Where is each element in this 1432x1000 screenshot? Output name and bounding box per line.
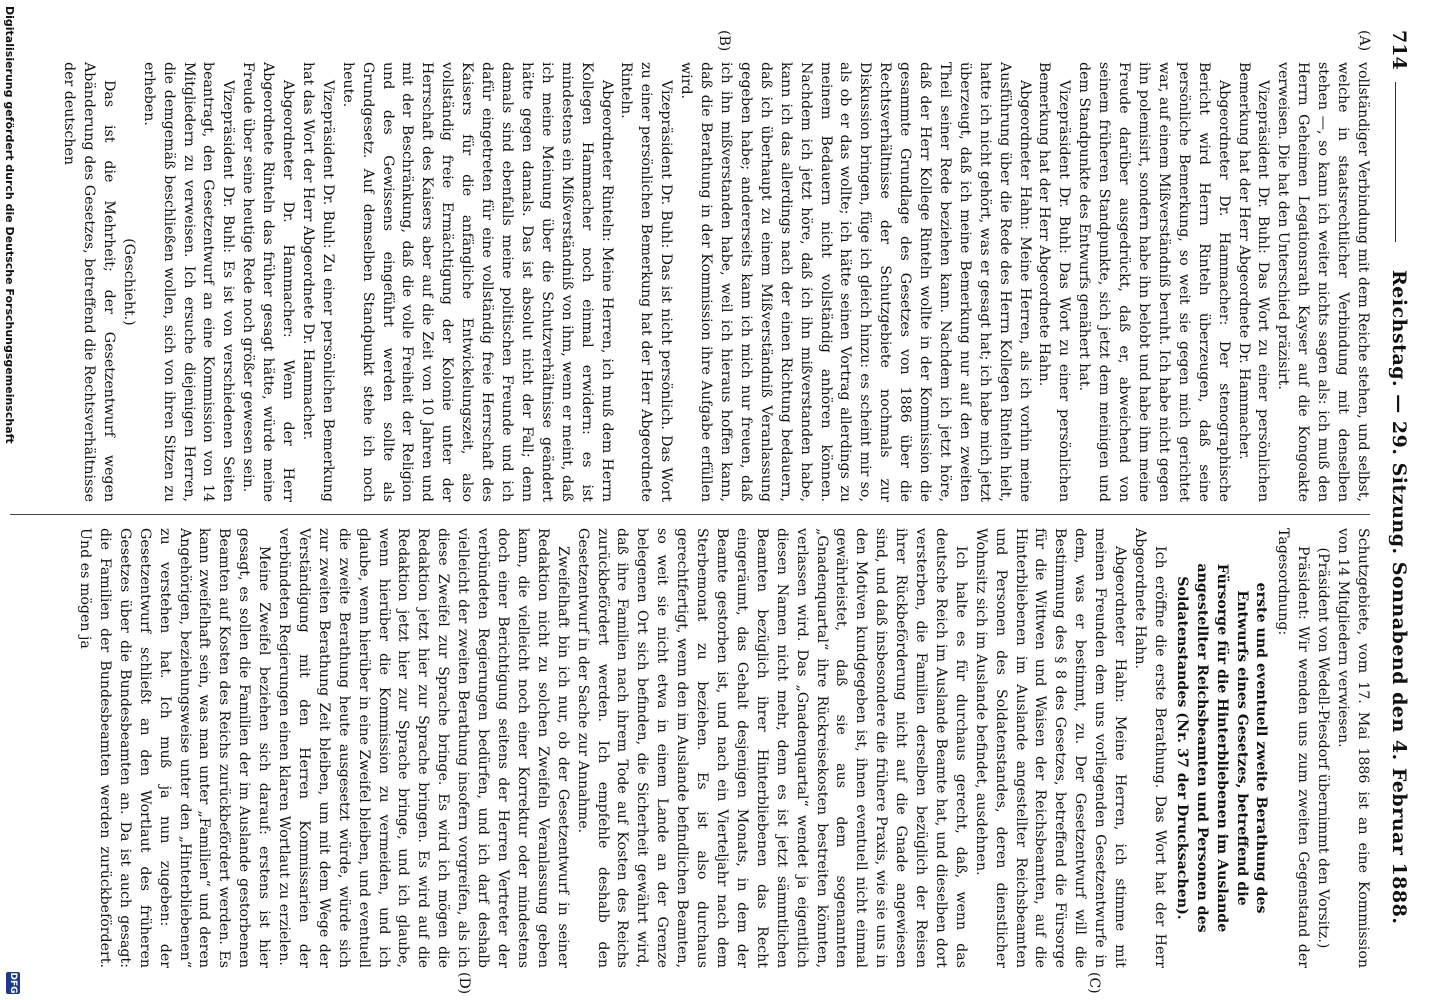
paragraph: Ich halte es für durchaus gerecht, daß, wenn das deutsche Reich im Auslande Beamte hat, und dieselben dort versterben, die Familien derselben bezüglich der Reisen ihrer Rückbeförderung nicht auf die Gnade angewiesen sind, und daß insbesondere die frühere Praxis, wie sie uns in den Motiven kundgegeben ist, ihnen eventuell nicht einmal gewährleistet, daß sie aus dem sogenannten „Gnadenquartal“ ihre Rückreisekosten bestreiten könnten, verlassen wird. Das „Gnadenquartal“ wendet ja eigentlich diesen Namen nicht mehr, denn es ist jetzt sämmtlichen Beamten bezüglich ihrer Hinterbliebenen das Recht eingeräumt, das Gehalt desjenigen Monats, in dem der Beamte gestorben ist, und nach ein Vierteljahr nach dem Sterbemonat zu beziehen. Es ist also durchaus gerechtfertigt, wenn den im Auslande befindlichen Beamten, so weit sie nicht etwa in einem Lande an der Grenze belegenen Ort sich befinden, die Sicherheit gewährt wird, daß ihre Familien nach ihrem Tode auf Kosten des Reichs zurückbefördert werden. Ich empfehle deshalb den Gesetzentwurf in der Sache zur Annahme. <box>574 528 969 968</box>
paragraph: Vizepräsident Dr. Buhl: Das Wort zu einer persönlichen Bemerkung hat der Herr Abgeordnete Hahn. <box>1036 62 1073 502</box>
page-footer <box>0 0 26 1000</box>
margin-mark-d: (D) <box>456 972 472 995</box>
page-header <box>1386 30 1410 970</box>
agenda-item: erste und eventuell zweite Berathung des Entwurfs eines Gesetzes, betreffend die Fürsorge für die Hinterbliebenen im Auslande angestellter Reichsbeamten und Personen des Soldatenstandes (Nr. 37 der Drucksachen). <box>1173 563 1270 933</box>
paragraph: Meine Zweifel beziehen sich darauf: erstens ist hier gesagt, es sollen die Familien der im Auslande gestorbenen Beamten auf Kosten des Reichs zurückbefördert werden. Es kann zweifelhaft sein, was man unter „Familien“ und deren Angehörigen, beziehungsweise unter den „Hinterbliebenen“ zu verstehen hat. Ich muß ja nun zugeben: der Gesetzentwurf schließt an den Wortlaut des früheren Gesetzes über die Bundesbeamten an. Da ist auch gesagt: die Familien der Bundesbeamten werden zurückbefördert. Und es mögen ja <box>77 528 273 968</box>
column-divider <box>10 514 1370 515</box>
paragraph: Vizepräsident Dr. Buhl: Das Wort zu einer persönlichen Bemerkung hat der Herr Abgeordnete Dr. Hammacher. <box>1235 62 1272 502</box>
paragraph: Schutzgebiete, vom 17. Mai 1886 ist an eine Kommission von 14 Mitgliedern verwiesen. <box>1335 528 1371 968</box>
page-number: 714 <box>1388 30 1410 70</box>
paragraph: Ich eröffne die erste Berathung. Das Wort hat der Herr Abgeordnete Hahn. <box>1132 528 1168 968</box>
paragraph: Abgeordneter Dr. Hammacher: Wenn der Herr Abgeordnete Rinteln das früher gesagt hätte, würde meine Freude über seine heutige Rede noch größer gewesen sein. <box>240 62 297 502</box>
dfg-logo: DFG <box>8 972 18 994</box>
paragraph: Präsident: Wir wenden uns zum zweiten Gegenstand der Tagesordnung: <box>1275 528 1312 968</box>
header-title: Reichstag. — 29. Sitzung. Sonnabend den 4. Februar 1888. <box>1388 270 1410 925</box>
paragraph: Abgeordneter Hahn: Meine Herren, ich stimme mit meinen Freunden dem uns vorliegenden Gesetzentwurfe in dem, was er bestimmt, zu. Der Gesetzentwurf will die Bestimmung des § 8 des Gesetzes, betreffend die Fürsorge für die Wittwen und Waisen der Reichsbeamten, auf die Hinterbliebenen im Auslande angestellter Reichsbeamten und Personen des Soldatenstandes, deren dienstlicher Wohnsitz sich im Auslande befindet, ausdehnen. <box>972 528 1129 968</box>
paragraph: Vizepräsident Dr. Buhl: Das ist nicht persönlich. Das Wort zu einer persönlichen Bemerkung hat der Herr Abgeordnete Rinteln. <box>618 62 675 502</box>
paragraph: Zweifelhaft bin ich nur, ob der Gesetzentwurf in seiner Redaktion nicht zu solchen Zweifeln Veranlassung geben kann, die vielleicht noch einer Korrektur oder mindestens doch einer Berichtigung seitens der Herren Vertreter der verbündeten Regierungen bedürfen, und ich darf deshalb vielleicht der zweiten Berathung insofern vorgreifen, als ich diese Zweifel zur Sprache bringe. Es wird ich mögen die Redaktion jetzt hier zur Sprache bringen. Es wird auf die Redaktion jetzt hier zur Sprache bringe, und ich glaube, wenn hierüber die Kommission zu vermeiden, und ich glaube, wenn hierüber in eine Zweifel bleiben, und eventuell die zweite Berathung heute ausgesetzt würde, würde sich zur zweiten Berathung Zeit bleiben, um mit dem Wege der Verständigung mit den Herren Kommissarien der verbündeten Regierungen einen klaren Wortlaut zu erzielen. <box>276 528 571 968</box>
paragraph: vollständiger Verbindung mit dem Reiche stehen, und selbst, welche in staatsrechtlicher Verbindung mit denselben stehen —, so kann ich weiter nichts sagen als: ich muß den Herrn Geheimen Legationsrath Kayser auf die Kongoakte verweisen. Die hat den Unterschied präzisirt. <box>1275 62 1371 502</box>
margin-mark-b: (B) <box>716 30 732 52</box>
digitization-note: Digitalisierung gefördert durch die Deutsche Forschungsgemeinschaft <box>3 6 16 444</box>
stage-direction: (Präsident von Wedell-Piesdorf übernimmt den Vorsitz.) <box>1315 547 1332 949</box>
margin-mark-a: (A) <box>1356 30 1372 52</box>
stage-direction: (Geschieht.) <box>120 238 137 326</box>
paragraph: Abgeordneter Rinteln: Meine Herren, ich muß dem Herrn Kollegen Hammacher noch einmal erwidern: es ist mindestens ein Mißverständniß von ihm, wenn er meint, daß ich meine Meinung über die Schutzverhältnisse geändert hätte gegen damals. Das ist absolut nicht der Fall; denn damals sind ebenfalls meine politischen Freunde und ich dafür eingetreten für eine vollständig freie Herrschaft des Kaisers für die anfängliche Entwickelungszeit, also vollständig freie Ermächtigung der Kolonie unter der Herrschaft des Kaisers aber auf die Zeit von 10 Jahren und mit der Beschränkung, daß die volle Freiheit der Religion und des Gewissens eingeführt werden sollte als Grundgesetz. Auf demselben Standpunkt stehe ich noch heute. <box>339 62 615 502</box>
paragraph: Vizepräsident Dr. Buhl: Es ist von verschiedenen Seiten beantragt, den Gesetzentwurf an eine Kommission von 14 Mitgliedern zu verweisen. Ich ersuche diejenigen Herren, die demgemäß beschließen wollen, sich von ihren Sitzen zu erheben. <box>140 62 237 502</box>
paragraph: Abgeordneter Dr. Hammacher: Der stenographische Bericht wird Herrn Rinteln überzeugen, daß seine persönliche Bemerkung, so weit sie gegen mich gerichtet war, auf einem Mißverständniß beruht. Ich habe nicht gegen ihn polemisirt, sondern habe ihn belobt und habe ihm meine Freude darüber ausgedrückt, daß er, abweichend von seinem früheren Standpunkte, sich jetzt dem meinigen und dem Standpunkte des Entwurfs genähert hat. <box>1076 62 1232 502</box>
left-column <box>58 62 1372 502</box>
paragraph: Abgeordneter Hahn: Meine Herren, als ich vorhin meine Ausführung über die Rede des Herrn Kollegen Rinteln hielt, hatte ich nicht gehört, was er gesagt hat; ich habe mich jetzt überzeugt, daß ich meine Bemerkung nur auf den zweiten Theil seiner Rede beziehen kann. Nachdem ich jetzt höre, daß der Herr Kollege Rinteln wollte in der Kommission die gesammte Grundlage des Gesetzes von 1886 über die Rechtsverhältnisse der Schutzgebiete nochmals zur Diskussion bringen, füge ich gleich hinzu: es scheint mir so, als ob er das wollte; ich hätte seinen Vortrag allerdings zu meinem Bedauern nicht vollständig anhören können. Nachdem ich jetzt höre, daß ich ihn mißverstanden habe, kann ich das allerdings nach der einen Richtung bedauern, daß ich überhaupt zu einem Mißverständniß Veranlassung gegeben habe; andererseits kann ich mich nur freuen, daß ich ihn mißverstanden habe, weil ich hieraus hoffen kann, daß die Berathung in der Kommission ihre Aufgabe erfüllen wird. <box>678 62 1033 502</box>
margin-mark-c: (C) <box>1086 972 1102 994</box>
paragraph: Vizepräsident Dr. Buhl: Zu einer persönlichen Bemerkung hat das Wort der Herr Abgeordnete Dr. Hammacher. <box>299 62 336 502</box>
paragraph: Das ist die Mehrheit; der Gesetzentwurf wegen Abänderung des Gesetzes, betreffend die Rechtsverhältnisse der deutschen <box>61 62 117 502</box>
header-rule <box>1395 82 1396 242</box>
right-column <box>74 528 1372 968</box>
